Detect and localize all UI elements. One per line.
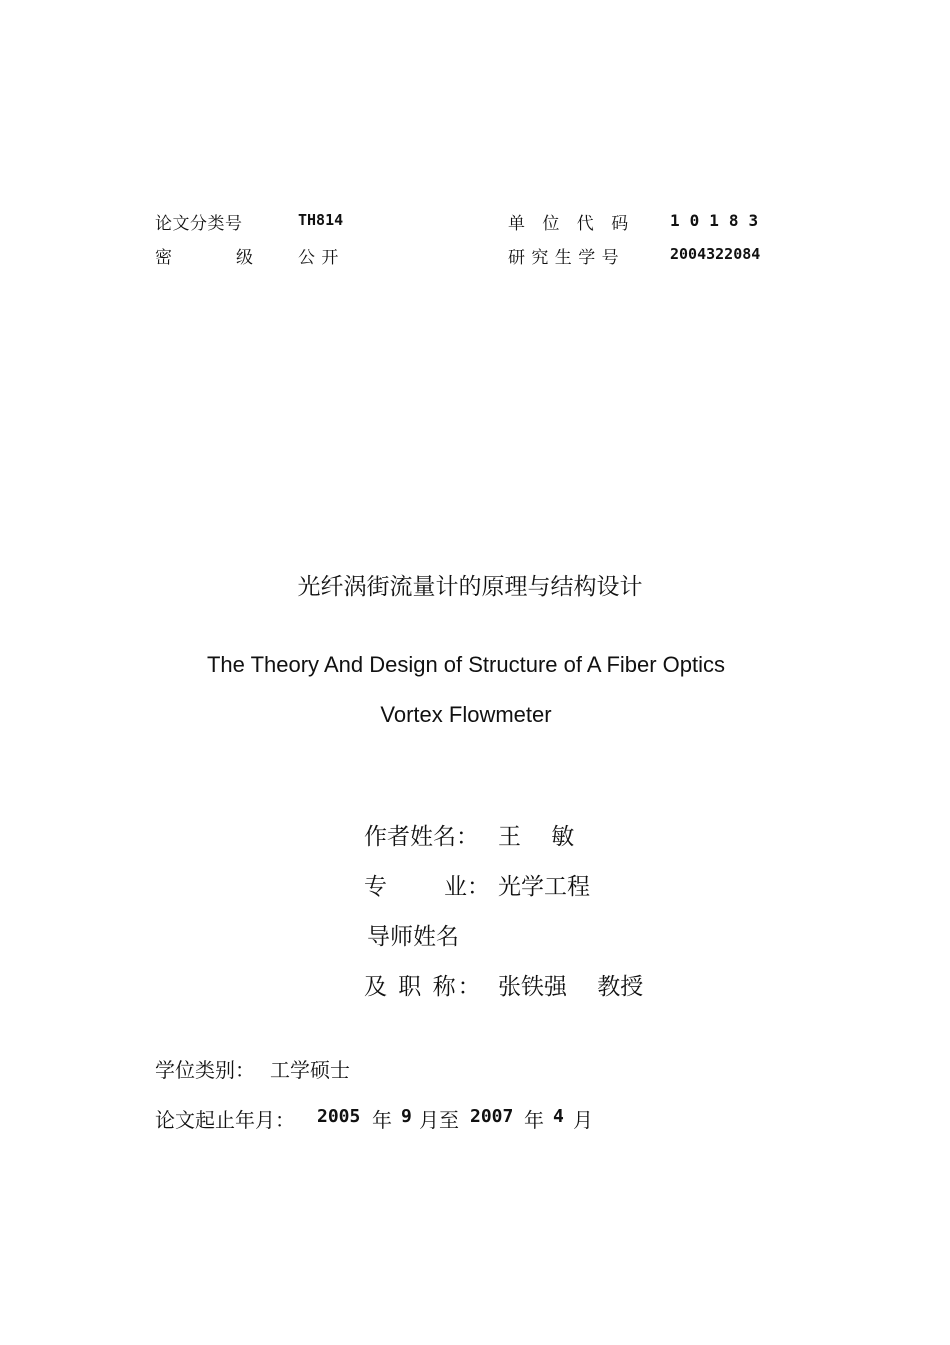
major-label-char1: 专 [364,874,387,900]
secret-level-value: 公 开 [298,248,339,268]
advisor-value: 张铁强 教授 [498,974,644,1000]
secret-level-label-char1: 密 [155,248,173,268]
degree-value: 工学硕士 [270,1058,350,1082]
thesis-title-english-line2: Vortex Flowmeter [380,702,552,727]
major-label-char2: 业： [444,874,490,900]
period-start-month: 9 [401,1106,412,1127]
secret-level-label-char2: 级 [236,248,254,268]
thesis-title-chinese: 光纤涡街流量计的原理与结构设计 [297,574,643,600]
period-start-year: 2005 [317,1106,361,1127]
period-year-char-2: 年 [524,1108,544,1132]
unit-code-label: 单 位 代 码 [508,214,635,234]
author-name-value: 王 敏 [498,824,575,850]
student-id-label: 研 究 生 学 号 [508,248,620,268]
period-month-char-2: 月 [573,1108,593,1132]
major-value: 光学工程 [498,874,590,900]
period-end-month: 4 [553,1106,564,1127]
unit-code-value: 10183 [670,211,769,230]
period-year-char-1: 年 [372,1108,392,1132]
classification-value: TH814 [298,211,344,229]
degree-label: 学位类别： [155,1058,255,1082]
period-end-year: 2007 [470,1106,514,1127]
student-id-value: 2004322084 [670,245,761,263]
period-month-char-1: 月至 [419,1108,459,1132]
period-label: 论文起止年月： [155,1108,295,1132]
thesis-title-english-line1: The Theory And Design of Structure of A Fiber Optics [206,652,726,677]
advisor-name-label: 导师姓名 [367,924,459,950]
classification-label: 论文分类号 [155,214,243,234]
advisor-title-label: 及 职 称： [364,974,483,1000]
author-name-label: 作者姓名： [364,824,479,850]
